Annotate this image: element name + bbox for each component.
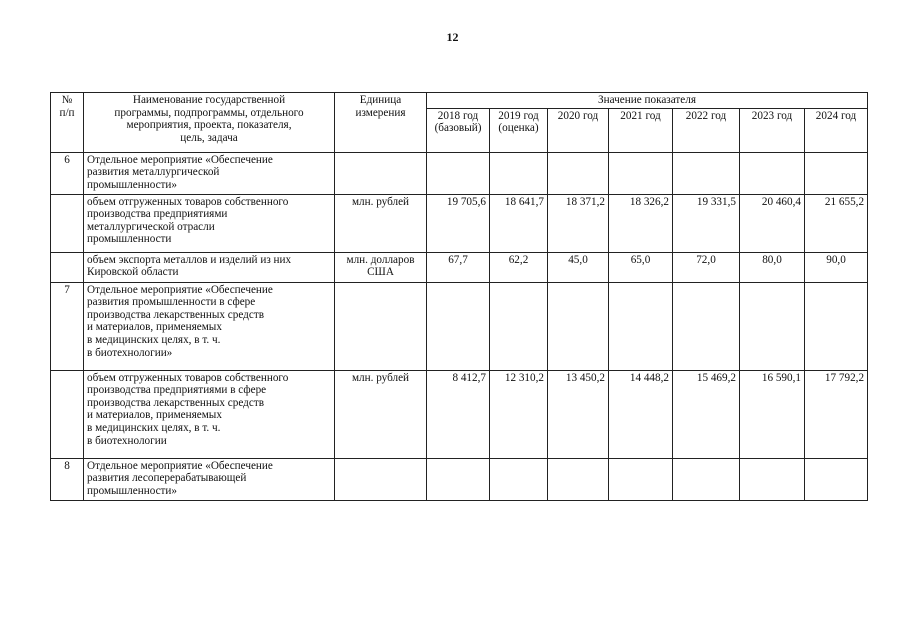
row-value-cell (609, 152, 673, 194)
table-row (51, 194, 868, 252)
row-name-line: промышленности» (87, 484, 178, 497)
header-number-cell (51, 93, 84, 153)
row-value-cell: 20 460,4 (740, 194, 805, 252)
row-value-cell (427, 282, 490, 370)
row-name-cell (84, 458, 335, 500)
row-name-line: Отдельное мероприятие «Обеспечение (87, 153, 273, 166)
header-name-line: цель, задача (180, 131, 238, 144)
row-number-cell: 8 (51, 458, 84, 500)
row-number-cell (51, 252, 84, 282)
header-name-line: мероприятия, проекта, показателя, (126, 119, 292, 132)
row-name-line: объем отгруженных товаров собственного (87, 371, 289, 384)
header-year-cell (740, 108, 805, 152)
row-value-cell (490, 282, 548, 370)
header-year-line: 2022 год (685, 109, 727, 122)
indicators-table (50, 92, 868, 501)
row-name-line: Отдельное мероприятие «Обеспечение (87, 283, 273, 296)
row-number-cell: 6 (51, 152, 84, 194)
row-value-cell: 45,0 (548, 252, 609, 282)
row-value-cell (548, 152, 609, 194)
row-value-cell (427, 152, 490, 194)
row-unit-cell (335, 194, 427, 252)
row-number-cell: 7 (51, 282, 84, 370)
row-name-line: Кировской области (87, 266, 179, 279)
row-name-line: в медицинских целях, в т. ч. (87, 421, 221, 434)
row-value-cell (427, 458, 490, 500)
table-row (51, 282, 868, 370)
header-year-line: 2024 год (815, 109, 857, 122)
row-unit-cell (335, 370, 427, 458)
row-name-line: производства лекарственных средств (87, 308, 264, 321)
row-name-line: и материалов, применяемых (87, 321, 222, 334)
row-unit-cell (335, 282, 427, 370)
row-name-line: в биотехнологии (87, 434, 167, 447)
row-value-cell (609, 458, 673, 500)
row-value-cell (673, 152, 740, 194)
row-value-cell: 80,0 (740, 252, 805, 282)
row-name-line: производства лекарственных средств (87, 396, 264, 409)
table-row (51, 252, 868, 282)
row-name-line: в биотехнологии» (87, 346, 173, 359)
row-value-cell (805, 282, 868, 370)
row-name-cell (84, 152, 335, 194)
header-year-cell (427, 108, 490, 152)
row-unit-cell (335, 252, 427, 282)
row-value-cell (490, 458, 548, 500)
header-name-line: Наименование государственной (132, 94, 286, 106)
row-name-cell (84, 194, 335, 252)
header-name-cell (84, 93, 335, 153)
row-value-cell: 16 590,1 (740, 370, 805, 458)
row-value-cell (740, 152, 805, 194)
header-year-line: 2018 год (437, 109, 479, 122)
row-name-line: развития промышленности в сфере (87, 296, 256, 309)
row-unit-line: млн. рублей (351, 371, 410, 384)
row-value-cell: 21 655,2 (805, 194, 868, 252)
row-name-line: развития лесоперерабатывающей (87, 472, 247, 485)
row-name-line: объем отгруженных товаров собственного (87, 195, 289, 208)
table-row (51, 370, 868, 458)
header-year-line: 2021 год (620, 109, 661, 122)
row-name-cell (84, 282, 335, 370)
row-name-line: промышленности» (87, 178, 178, 191)
row-value-cell: 19 705,6 (427, 194, 490, 252)
table-row (51, 458, 868, 500)
row-value-cell (548, 458, 609, 500)
row-value-cell: 13 450,2 (548, 370, 609, 458)
row-name-line: металлургической отрасли (87, 220, 215, 233)
header-number-line: № (61, 94, 73, 106)
header-name-line: программы, подпрограммы, отдельного (114, 106, 304, 119)
header-year-cell (673, 108, 740, 152)
row-name-line: и материалов, применяемых (87, 409, 222, 422)
row-unit-line: млн. долларов (346, 253, 415, 266)
header-year-line: 2019 год (498, 109, 539, 122)
row-value-cell: 17 792,2 (805, 370, 868, 458)
header-year-cell (490, 108, 548, 152)
row-value-cell: 18 326,2 (609, 194, 673, 252)
header-year-cell (548, 108, 609, 152)
header-year-line: 2023 год (751, 109, 793, 122)
row-value-cell: 8 412,7 (427, 370, 490, 458)
row-value-cell (740, 282, 805, 370)
row-name-line: производства предприятиями в сфере (87, 384, 267, 397)
table-row (51, 152, 868, 194)
row-name-line: развития металлургической (87, 166, 220, 179)
row-value-cell (609, 282, 673, 370)
row-unit-cell (335, 152, 427, 194)
row-name-line: Отдельное мероприятие «Обеспечение (87, 459, 273, 472)
row-value-cell: 15 469,2 (673, 370, 740, 458)
header-values-cell: Значение показателя (427, 93, 868, 109)
header-year-cell (609, 108, 673, 152)
row-name-cell (84, 370, 335, 458)
row-value-cell: 72,0 (673, 252, 740, 282)
row-value-cell: 90,0 (805, 252, 868, 282)
row-value-cell: 19 331,5 (673, 194, 740, 252)
table-body (51, 152, 868, 500)
row-number-cell (51, 370, 84, 458)
row-unit-cell (335, 458, 427, 500)
row-unit-line: США (367, 266, 394, 279)
row-value-cell: 67,7 (427, 252, 490, 282)
row-value-cell (673, 458, 740, 500)
row-value-cell: 14 448,2 (609, 370, 673, 458)
row-value-cell (673, 282, 740, 370)
row-unit-line: млн. рублей (351, 195, 410, 208)
row-value-cell: 18 371,2 (548, 194, 609, 252)
row-value-cell (548, 282, 609, 370)
header-unit-line: Единица (359, 94, 402, 106)
row-value-cell: 12 310,2 (490, 370, 548, 458)
header-year-line: (оценка) (498, 122, 539, 135)
row-name-line: в медицинских целях, в т. ч. (87, 333, 221, 346)
header-year-line: 2020 год (557, 109, 599, 122)
row-value-cell (805, 458, 868, 500)
row-number-cell (51, 194, 84, 252)
row-value-cell: 65,0 (609, 252, 673, 282)
header-year-line: (базовый) (434, 122, 482, 135)
header-unit-line: измерения (355, 106, 406, 119)
header-number-line: п/п (59, 106, 75, 119)
row-value-cell (740, 458, 805, 500)
page-number: 12 (446, 30, 459, 44)
row-name-line: объем экспорта металлов и изделий из них (87, 253, 292, 266)
row-value-cell: 62,2 (490, 252, 548, 282)
table-header (51, 93, 868, 153)
row-value-cell: 18 641,7 (490, 194, 548, 252)
header-unit-cell (335, 93, 427, 153)
row-value-cell (805, 152, 868, 194)
row-name-line: производства предприятиями (87, 208, 228, 221)
row-value-cell (490, 152, 548, 194)
row-name-cell (84, 252, 335, 282)
header-year-cell (805, 108, 868, 152)
row-name-line: промышленности (87, 233, 172, 246)
